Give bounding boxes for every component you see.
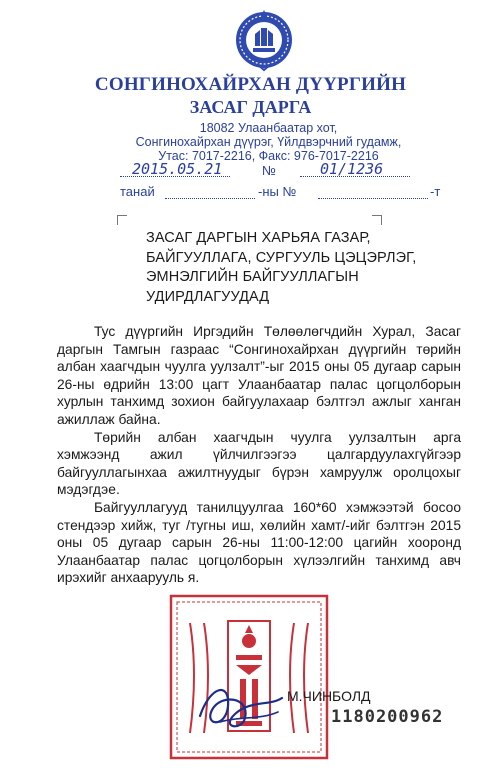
recipient-corner-right — [372, 215, 382, 225]
reply-date-label: танай — [120, 184, 155, 199]
number-line — [300, 176, 410, 177]
state-emblem-icon — [233, 6, 295, 72]
number-mark: № — [262, 163, 276, 178]
recipient-block — [146, 229, 416, 307]
handwritten-date: 2015.05.21 — [132, 160, 223, 178]
address-line-1: 18082 Улаанбаатар хот, — [199, 121, 338, 135]
date-line — [120, 176, 230, 177]
organization-name: СОНГИНОХАЙРХАН ДҮҮРГИЙН — [94, 74, 407, 95]
address-line-2: Сонгинохайрхан дүүрэг, Үйлдвэрчний гудамж, — [135, 135, 402, 149]
recipient-line-1: ЗАСАГ ДАРГЫН ХАРЬЯА ГАЗАР, — [146, 230, 371, 246]
address-line-3: Утас: 7017-2216, Факс: 976-7017-2216 — [158, 149, 379, 163]
reply-to-label: -т — [430, 184, 441, 199]
recipient-corner-left — [117, 215, 127, 225]
document-serial-number: 1180200962 — [331, 707, 444, 727]
organization-subtitle: ЗАСАГ ДАРГА — [189, 97, 312, 117]
handwritten-signature — [190, 676, 290, 736]
reply-number-line — [318, 198, 428, 199]
recipient-line-3: ЭМНЭЛГИЙН БАЙГУУЛЛАГЫН — [146, 269, 359, 285]
reply-date-line — [165, 198, 255, 199]
letter-body — [57, 323, 461, 587]
body-paragraph-1: Тус дүүргийн Иргэдийн Төлөөлөгчдийн Хурал, Засаг даргын Тамгын газраас “Сонгинохайрхан дүүргийн төрийн албан хаагчдын чуулга уулзалт”-ыг 2015 оны 05 дугаар сарын 26-ны өдрийн 13:00 цагт Улаанбаатар палас цогцолборын хурлын танхимд зохион байгуулахаар бэлтгэл ажлыг ханган ажиллаж байна. — [57, 324, 461, 427]
recipient-line-2: БАЙГУУЛЛАГА, СУРГУУЛЬ ЦЭЦЭРЛЭГ, — [146, 249, 417, 266]
body-paragraph-2: Төрийн албан хаагчдын чуулга уулзалтын арга хэмжээнд ажил үйлчилгээгээ цалгардуулахгүйгээр байгууллагынхаа ажилтнуудыг бүрэн хамруулж оролцохыг мэдэгдэе. — [57, 429, 461, 498]
signer-name: М.ЧИНБОЛД — [287, 688, 371, 704]
reply-number-label: -ны № — [258, 184, 297, 199]
handwritten-number: 01/1236 — [320, 160, 384, 178]
recipient-line-4: УДИРДЛАГУУДАД — [146, 288, 270, 305]
body-paragraph-3: Байгууллагууд танилцуулгаа 160*60 хэмжээтэй босоо стендээр хийж, туг /тугны иш, хөлийн хамт/-ийг бэлтгэн 2015 оны 05 дугаар сарын 26-ны 11:00-12:00 цагийн хооронд Улаанбаатар палас цогцолборын хүлээлгийн танхимд авч ирэхийг анхаарууль я. — [57, 499, 461, 586]
